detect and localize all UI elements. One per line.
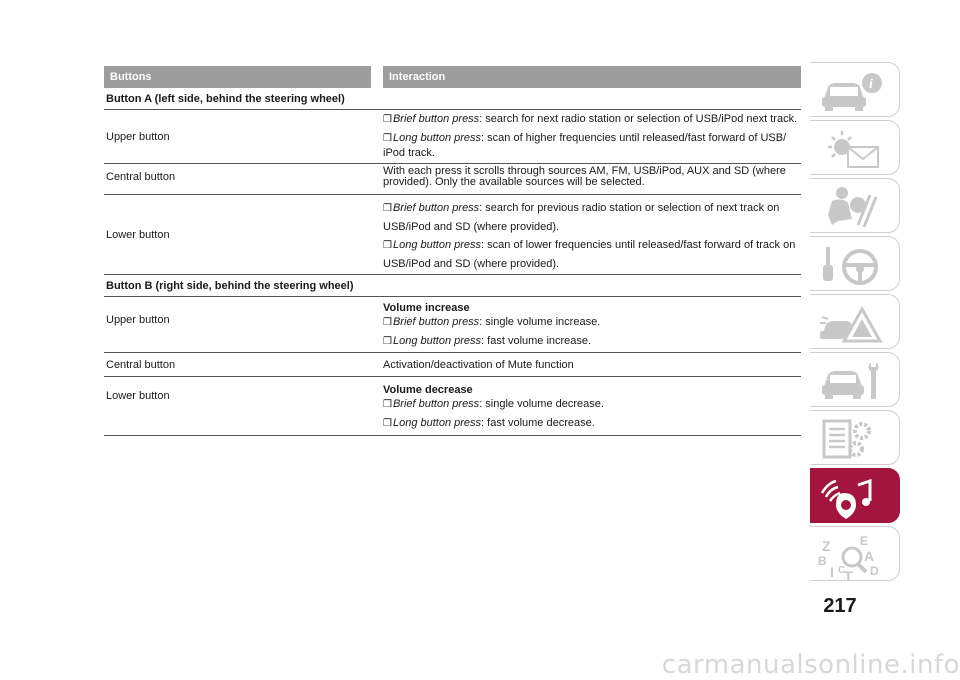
description: USB/iPod and SD (where provided). xyxy=(383,221,560,233)
car-wrench-icon xyxy=(818,359,888,403)
index-letter: A xyxy=(864,548,875,564)
row-content xyxy=(383,377,801,435)
term: Long button press xyxy=(392,335,482,347)
term: Long button press xyxy=(392,132,482,144)
index-letter: B xyxy=(818,554,827,568)
bullet-icon: ❒ xyxy=(383,418,392,429)
description: provided). Only the available sources will be selected. xyxy=(383,176,645,188)
table-row xyxy=(104,353,801,377)
tab-safety[interactable] xyxy=(810,178,900,233)
index-letter: E xyxy=(860,534,869,548)
description: : single volume decrease. xyxy=(479,398,604,410)
description: : search for previous radio station or selection of next track on xyxy=(479,202,780,214)
watermark: carmanualsonline.info xyxy=(661,650,960,680)
tab-technical-data[interactable] xyxy=(810,410,900,465)
key-steering-wheel-icon xyxy=(818,243,888,287)
bullet-icon: ❒ xyxy=(383,203,392,214)
index-letter: C xyxy=(838,565,846,576)
volume-increase-heading: Volume increase xyxy=(383,302,470,314)
description: iPod track. xyxy=(383,147,435,159)
header-buttons: Buttons xyxy=(104,66,371,88)
row-label: Upper button xyxy=(106,314,170,326)
seat-airbag-icon xyxy=(818,185,888,229)
bullet-icon: ❒ xyxy=(383,317,392,328)
bullet-icon: ❒ xyxy=(383,399,392,410)
bullet-icon: ❒ xyxy=(383,114,392,125)
document-gears-icon xyxy=(818,417,888,461)
index-magnifier-icon xyxy=(818,533,888,583)
warning-light-message-icon xyxy=(818,127,888,171)
table-row xyxy=(104,164,801,195)
table-row xyxy=(104,377,801,436)
table-row xyxy=(104,297,801,353)
row-label: Lower button xyxy=(106,390,170,402)
bullet-icon: ❒ xyxy=(383,133,392,144)
tab-emergency[interactable] xyxy=(810,294,900,349)
tab-index[interactable] xyxy=(810,526,900,581)
index-letter: I xyxy=(830,564,834,580)
tab-car-info[interactable] xyxy=(810,62,900,117)
description: : search for next radio station or selection of USB/iPod next track. xyxy=(479,113,798,125)
tab-maintenance[interactable] xyxy=(810,352,900,407)
buttons-table xyxy=(104,66,801,436)
car-info-icon xyxy=(818,69,888,113)
tab-warning-lights[interactable] xyxy=(810,120,900,175)
description: : scan of lower frequencies until released/fast forward of track on xyxy=(481,239,796,251)
description: : scan of higher frequencies until released/fast forward of USB/ xyxy=(481,132,787,144)
table-row xyxy=(104,110,801,164)
term: Brief button press xyxy=(392,202,480,214)
term: Brief button press xyxy=(392,398,480,410)
svg-text:i: i xyxy=(869,77,873,92)
group-title-button-b: Button B (right side, behind the steering wheel) xyxy=(104,275,801,297)
table-header xyxy=(104,66,801,88)
row-label: Lower button xyxy=(106,228,170,241)
page-number: 217 xyxy=(823,595,857,617)
tab-starting-driving[interactable] xyxy=(810,236,900,291)
bullet-icon: ❒ xyxy=(383,336,392,347)
row-content xyxy=(383,110,801,163)
row-content xyxy=(383,195,801,274)
tab-multimedia[interactable] xyxy=(810,468,900,523)
multimedia-icon xyxy=(818,475,888,519)
row-label: Central button xyxy=(106,359,176,371)
description: With each press it scrolls through sources AM, FM, USB/iPod, AUX and SD (where xyxy=(383,165,786,177)
description: : single volume increase. xyxy=(479,316,601,328)
bullet-icon: ❒ xyxy=(383,240,392,251)
description: : fast volume increase. xyxy=(481,335,592,347)
table-row xyxy=(104,195,801,275)
row-label: Upper button xyxy=(106,130,170,143)
group-title-button-a: Button A (left side, behind the steering wheel) xyxy=(104,88,801,110)
row-content xyxy=(383,164,801,194)
term: Brief button press xyxy=(392,113,480,125)
row-label: Central button xyxy=(106,171,176,183)
term: Long button press xyxy=(392,239,482,251)
row-content xyxy=(383,297,801,352)
term: Long button press xyxy=(392,417,482,429)
header-interaction: Interaction xyxy=(383,66,801,88)
description: : fast volume decrease. xyxy=(481,417,595,429)
index-letter: Z xyxy=(822,538,831,554)
car-emergency-triangle-icon xyxy=(818,301,888,345)
description: USB/iPod and SD (where provided). xyxy=(383,258,560,270)
row-content: Activation/deactivation of Mute function xyxy=(383,359,574,371)
index-letter: T xyxy=(844,568,853,583)
volume-decrease-heading: Volume decrease xyxy=(383,384,473,396)
term: Brief button press xyxy=(392,316,480,328)
index-letter: D xyxy=(870,564,879,578)
